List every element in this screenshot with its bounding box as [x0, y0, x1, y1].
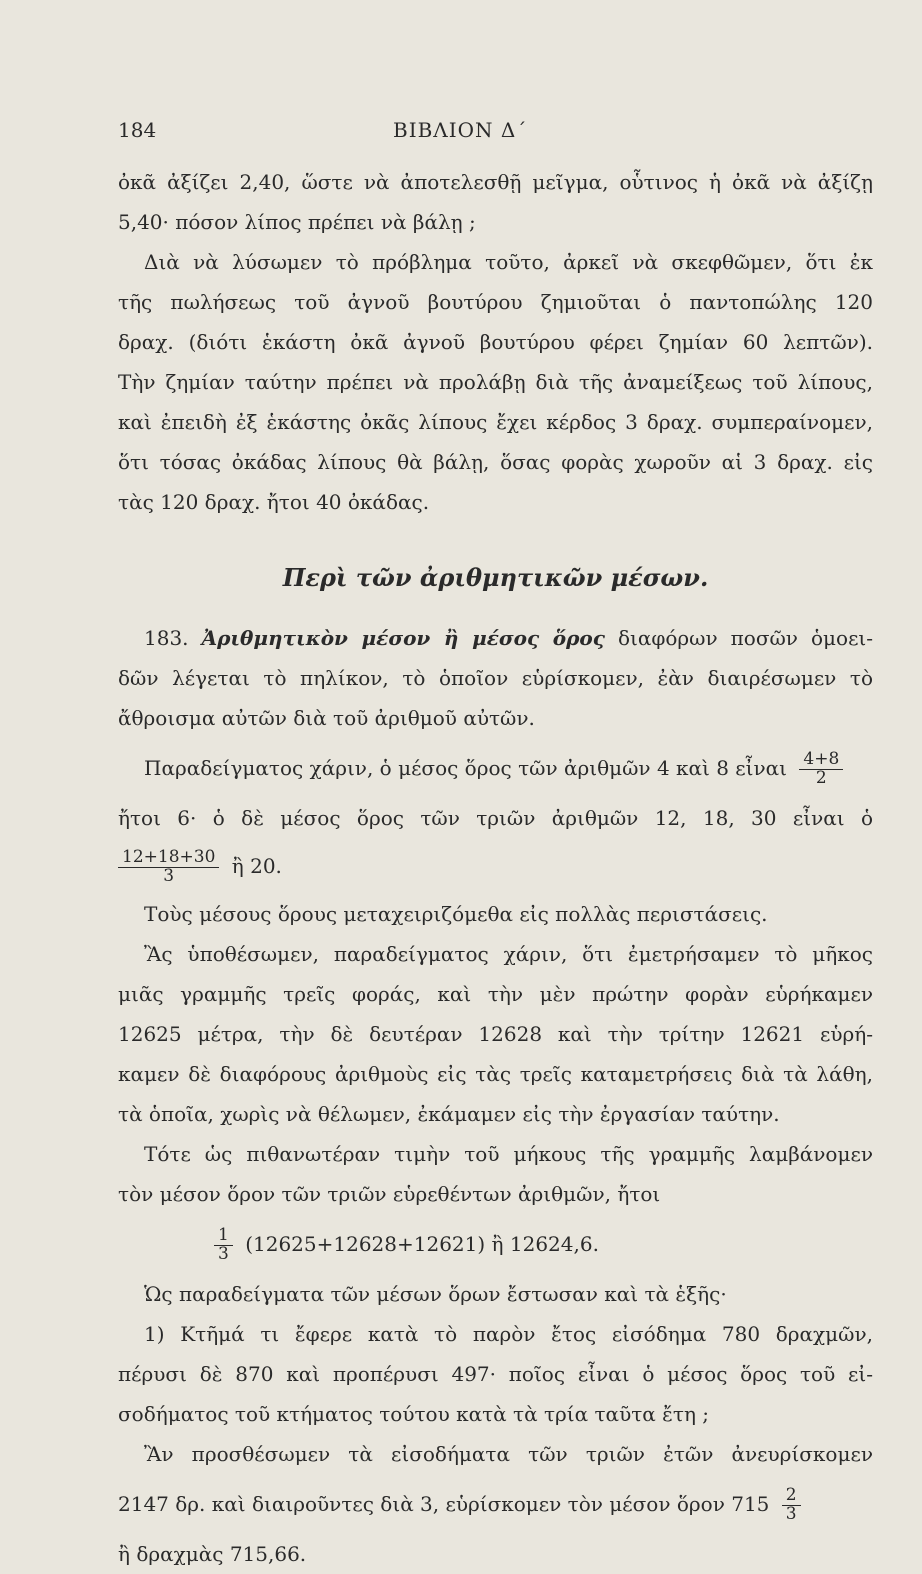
defined-term: Ἀριθμητικὸν μέσον ἢ μέσος ὅρος [201, 626, 605, 650]
fraction-denominator: 3 [163, 866, 175, 886]
fraction-numerator: 1 [214, 1227, 233, 1246]
text-span: 2147 δρ. καὶ διαιροῦντες διὰ 3, εὑρίσκομεν τὸν μέσον ὅρον 715 [118, 1492, 770, 1516]
text-line: Ἂν προσθέσωμεν τὰ εἰσοδήματα τῶν τριῶν ἐτῶν ἀνευρίσκομεν [144, 1442, 873, 1466]
text-line: πέρυσι δὲ 870 καὶ προπέρυσι 497· ποῖος εἶναι ὁ μέσος ὅρος τοῦ εἰ- [118, 1362, 873, 1386]
text-line [118, 838, 873, 894]
text-span: (12625+12628+12621) ἢ 12624,6. [245, 1232, 599, 1256]
paragraph-example [118, 738, 873, 894]
paragraph-example-one-solution [118, 1434, 873, 1574]
formula-line [118, 1214, 873, 1274]
text-line: δῶν λέγεται τὸ πηλίκον, τὸ ὁποῖον εὑρίσκομεν, ἐὰν διαιρέσωμεν τὸ [118, 666, 873, 690]
paragraph-probable-value [118, 1134, 873, 1274]
text-line: τὸν μέσον ὅρον τῶν τριῶν εὑρεθέντων ἀριθμῶν, ἤτοι [118, 1182, 661, 1206]
page-body [118, 162, 873, 1574]
text-line: καμεν δὲ διαφόρους ἀριθμοὺς εἰς τὰς τρεῖς καταμετρήσεις διὰ τὰ λάθη, [118, 1062, 873, 1086]
paragraph-usage [118, 894, 873, 934]
fraction-denominator: 3 [785, 1504, 797, 1524]
running-head: ΒΙΒΛΙΟΝ Δ΄ [393, 118, 528, 142]
fraction [214, 1227, 233, 1264]
text-line: ὀκᾶ ἀξίζει 2,40, ὥστε νὰ ἀποτελεσθῇ μεῖγμα, οὗτινος ἡ ὀκᾶ νὰ ἀξίζῃ [118, 170, 873, 194]
text-line: τῆς πωλήσεως τοῦ ἀγνοῦ βουτύρου ζημιοῦται ὁ παντοπώλης 120 [118, 290, 873, 314]
text-line: Τοὺς μέσους ὅρους μεταχειριζόμεθα εἰς πολλὰς περιστάσεις. [144, 902, 768, 926]
text-line: 12625 μέτρα, τὴν δὲ δευτέραν 12628 καὶ τὴν τρίτην 12621 εὑρή- [118, 1022, 873, 1046]
paragraph-solution [118, 242, 873, 522]
text-line: τὰ ὁποῖα, χωρὶς νὰ θέλωμεν, ἐκάμαμεν εἰς τὴν ἐργασίαν ταύτην. [118, 1102, 780, 1126]
fraction [118, 849, 219, 886]
text-line: ἢ δραχμὰς 715,66. [118, 1542, 307, 1566]
text-line: Ὡς παραδείγματα τῶν μέσων ὅρων ἔστωσαν καὶ τὰ ἑξῆς· [144, 1282, 727, 1306]
paragraph-continuation [118, 162, 873, 242]
fraction-numerator: 12+18+30 [118, 849, 219, 868]
paragraph-definition [118, 618, 873, 738]
text-span: ἢ 20. [231, 854, 282, 878]
text-line: ὅτι τόσας ὀκάδας λίπους θὰ βάλῃ, ὅσας φορὰς χωροῦν αἱ 3 δραχ. εἰς [118, 450, 873, 474]
text-span: διαφόρων ποσῶν ὁμοει- [617, 626, 874, 650]
text-span: Παραδείγματος χάριν, ὁ μέσος ὅρος τῶν ἀριθμῶν 4 καὶ 8 εἶναι [144, 756, 788, 780]
fraction-denominator: 3 [218, 1244, 229, 1264]
text-line: καὶ ἐπειδὴ ἐξ ἑκάστης ὀκᾶς λίπους ἔχει κέρδος 3 δραχ. συμπεραίνομεν, [118, 410, 873, 434]
fraction-numerator: 2 [782, 1487, 801, 1506]
text-line [118, 618, 873, 658]
paragraph-example-one [118, 1314, 873, 1434]
fraction-numerator: 4+8 [799, 751, 843, 770]
fraction-denominator: 2 [815, 768, 827, 788]
text-line: Τότε ὡς πιθανωτέραν τιμὴν τοῦ μήκους τῆς γραμμῆς λαμβάνομεν [144, 1142, 873, 1166]
page-header [118, 118, 848, 148]
page-number: 184 [118, 118, 157, 142]
section-heading: Περὶ τῶν ἀριθμητικῶν μέσων. [282, 563, 709, 592]
text-line: Τὴν ζημίαν ταύτην πρέπει νὰ προλάβῃ διὰ τῆς ἀναμείξεως τοῦ λίπους, [118, 370, 873, 394]
text-line [118, 738, 873, 798]
text-line [118, 1474, 873, 1534]
paragraph-examples-intro [118, 1274, 873, 1314]
fraction [782, 1487, 801, 1524]
text-line: 1) Κτῆμά τι ἔφερε κατὰ τὸ παρὸν ἔτος εἰσόδημα 780 δραχμῶν, [144, 1322, 873, 1346]
text-line: Ἂς ὑποθέσωμεν, παραδείγματος χάριν, ὅτι ἐμετρήσαμεν τὸ μῆκος [144, 942, 873, 966]
fraction [799, 751, 843, 788]
paragraph-measurement [118, 934, 873, 1134]
text-line: δραχ. (διότι ἑκάστη ὀκᾶ ἀγνοῦ βουτύρου φέρει ζημίαν 60 λεπτῶν). [118, 330, 873, 354]
text-line: ἄθροισμα αὐτῶν διὰ τοῦ ἀριθμοῦ αὐτῶν. [118, 706, 535, 730]
text-line: τὰς 120 δραχ. ἤτοι 40 ὀκάδας. [118, 490, 430, 514]
text-line: ἤτοι 6· ὁ δὲ μέσος ὅρος τῶν τριῶν ἀριθμῶν 12, 18, 30 εἶναι ὁ [118, 806, 873, 830]
text-line: μιᾶς γραμμῆς τρεῖς φοράς, καὶ τὴν μὲν πρώτην φορὰν εὑρήκαμεν [118, 982, 873, 1006]
text-line: 5,40· πόσον λίπος πρέπει νὰ βάλῃ ; [118, 210, 476, 234]
text-line: σοδήματος τοῦ κτήματος τούτου κατὰ τὰ τρία ταῦτα ἔτη ; [118, 1402, 710, 1426]
text-line: Διὰ νὰ λύσωμεν τὸ πρόβλημα τοῦτο, ἀρκεῖ νὰ σκεφθῶμεν, ὅτι ἐκ [144, 250, 873, 274]
section-number: 183. [144, 626, 189, 650]
